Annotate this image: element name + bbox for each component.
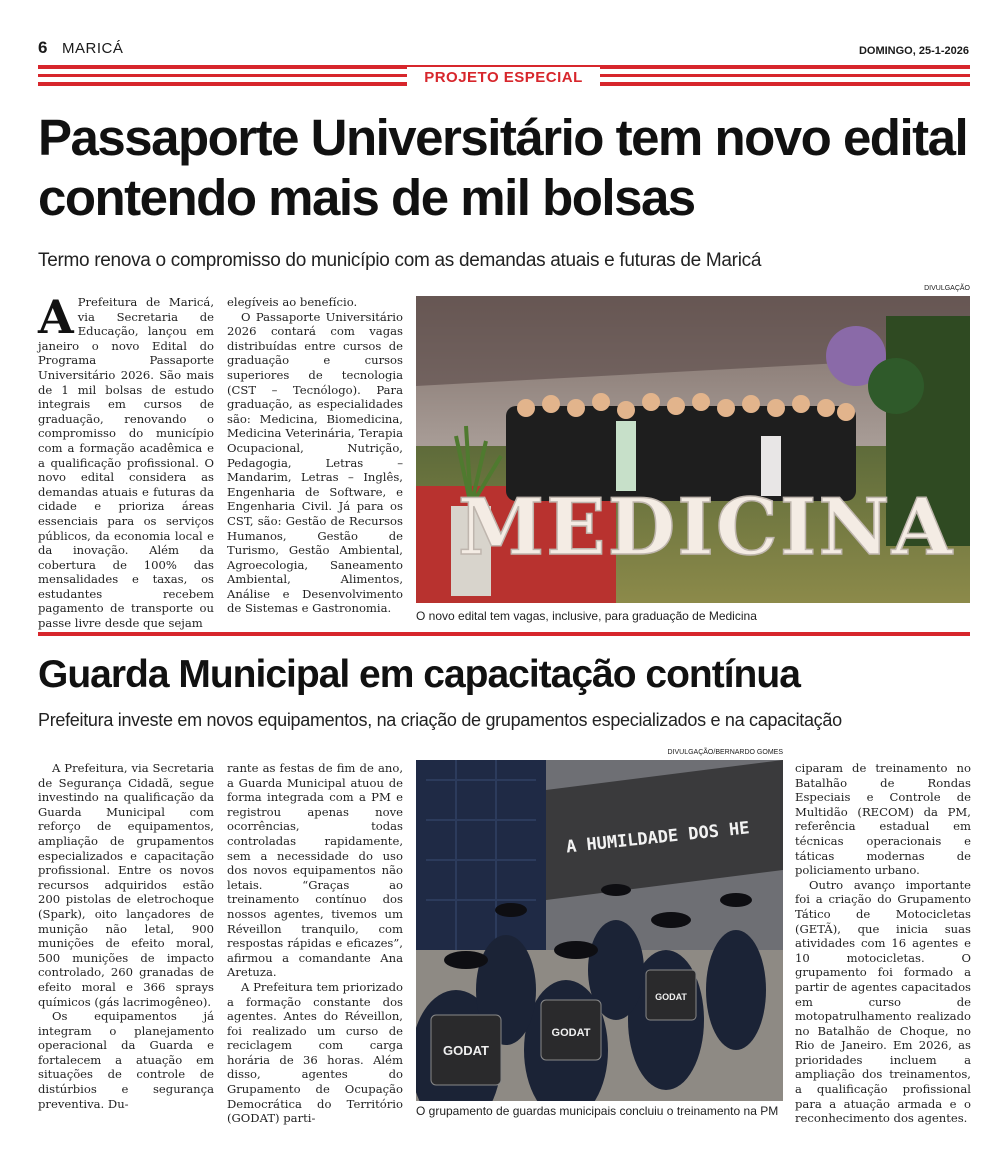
article2-column-2 <box>227 761 403 1126</box>
vest-label: GODAT <box>551 1027 591 1039</box>
article1-paragraph: Prefeitura de Maricá, via Secretaria de Educação, lançou em janeiro o novo Edital do Programa Passaporte Universitário 2026. São mais de 1 mil bolsas de estudo integrais em cursos de graduação, renovando o compromisso do município com a formação acadêmica e a qualificação profissional. O novo edital considera as demandas atuais e futuras da cidade e prioriza áreas essenciais para os serviços públicos, da economia local e da inovação. Além da cobertura de 100% das mensalidades e taxas, os estudantes recebem pagamento de transporte ou passe livre desde que sejam <box>38 295 214 631</box>
article2-paragraph: Os equipamentos já integram o planejamento operacional da Guarda e fortalecem a atuação em situações de controle de distúrbios e segurança preventiva. Du- <box>38 1009 214 1111</box>
article1-photo-caption: O novo edital tem vagas, inclusive, para graduação de Medicina <box>416 609 757 623</box>
article1-subheadline: Termo renova o compromisso do município com as demandas atuais e futuras de Maricá <box>38 250 762 271</box>
article1-photo-credit: DIVULGAÇÃO <box>924 285 970 292</box>
article2-column-3 <box>795 761 971 1126</box>
article1-headline: Passaporte Universitário tem novo edital contendo mais de mil bolsas <box>38 109 968 226</box>
article2-paragraph: A Prefeitura tem priorizado a formação constante dos agentes. Antes do Réveillon, foi realizado um curso de reciclagem com carga horária de 36 horas. Além disso, agentes do Grupamento de Ocupação Democrática do Território (GODAT) parti- <box>227 979 403 1126</box>
article1-paragraph: elegíveis ao benefício. <box>227 295 358 309</box>
article2-paragraph: Outro avanço importante foi a criação do Grupamento Tático de Motocicletas (GETÃ), que inicia suas atividades com 16 agentes e 10 motocicletas. O grupamento foi formado a partir de agentes capacitados em curso de motopatrulhamento realizado no Batalhão de Choque, no Rio de Janeiro. Em 2026, as prioridades incluem a ampliação dos treinamentos, a qualificação profissional para a atuação armada e o reconhecimento dos agentes. <box>795 877 971 1126</box>
vest-label: GODAT <box>655 992 687 1002</box>
wall-lettering: A HUMILDADE DOS HE <box>565 818 751 858</box>
vest-label: GODAT <box>443 1043 489 1058</box>
article1-column-1 <box>38 290 214 631</box>
article1-column-2 <box>227 295 403 616</box>
article1-dropcap: A <box>38 290 74 344</box>
article2-column-1 <box>38 761 214 1111</box>
guarda-training-illustration <box>416 760 783 1101</box>
article2-headline: Guarda Municipal em capacitação contínua <box>38 653 800 696</box>
article2-photo-credit: DIVULGAÇÃO/BERNARDO GOMES <box>667 749 783 756</box>
city-name: MARICÁ <box>62 40 124 57</box>
page-number: 6 <box>38 38 48 57</box>
edition-date: DOMINGO, 25-1-2026 <box>858 45 969 57</box>
article2-photo-caption: O grupamento de guardas municipais concluiu o treinamento na PM <box>416 1104 779 1118</box>
article2-paragraph: A Prefeitura, via Secretaria de Segurança Cidadã, segue investindo na qualificação da Guarda Municipal com reforço de equipamentos, ampliação de grupamentos especializados e capacitação profissional. Entre os novos recursos adquiridos estão 200 pistolas de eletrochoque (Spark), oito lançadores de munição não letal, 900 munições de efeito moral, 500 munições de impacto controlado, 260 granadas de efeito moral e 366 sprays químicos (gás lacrimogêneo). <box>38 761 214 1009</box>
medicina-event-photo <box>416 296 970 603</box>
medicina-sign-text: MEDICINA <box>457 482 955 573</box>
medicina-event-illustration <box>416 296 970 603</box>
section-label: PROJETO ESPECIAL <box>407 67 600 89</box>
article1-paragraph: O Passaporte Universitário 2026 contará com vagas distribuídas entre cursos de graduação e cursos superiores de tecnologia (CST – Tecnólogo). Para graduação, as especialidades são: Medicina, Biomedicina, Medicina Veterinária, Terapia Ocupacional, Nutrição, Pedagogia, Letras – Mandarim, Letras – Inglês, Engenharia de Software, e Engenharia Civil. Já para os CST, são: Gestão de Recursos Humanos, Gestão de Turismo, Gestão Ambiental, Agroecologia, Saneamento Ambiental, Alimentos, Análise e Desenvolvimento de Sistemas e Gastronomia. <box>227 309 403 616</box>
section-divider <box>38 632 970 636</box>
guarda-training-photo <box>416 760 783 1101</box>
article2-subheadline: Prefeitura investe em novos equipamentos, na criação de grupamentos especializados e na capacitação <box>38 710 842 730</box>
article2-paragraph: rante as festas de fim de ano, a Guarda Municipal atuou de forma integrada com a PM e registrou apenas nove ocorrências, todas controladas rapidamente, sem a necessidade do uso dos novos equipamentos não letais. “Graças ao treinamento contínuo dos nossos agentes, tivemos um Réveillon tranquilo, com respostas rápidas e eficazes”, afirmou a comandante Ana Aretuza. <box>227 761 403 980</box>
article2-paragraph: ciparam de treinamento no Batalhão de Rondas Especiais e Controle de Multidão (RECOM) da PM, referência estadual em técnicas operacionais e táticas modernas de policiamento urbano. <box>795 761 971 878</box>
